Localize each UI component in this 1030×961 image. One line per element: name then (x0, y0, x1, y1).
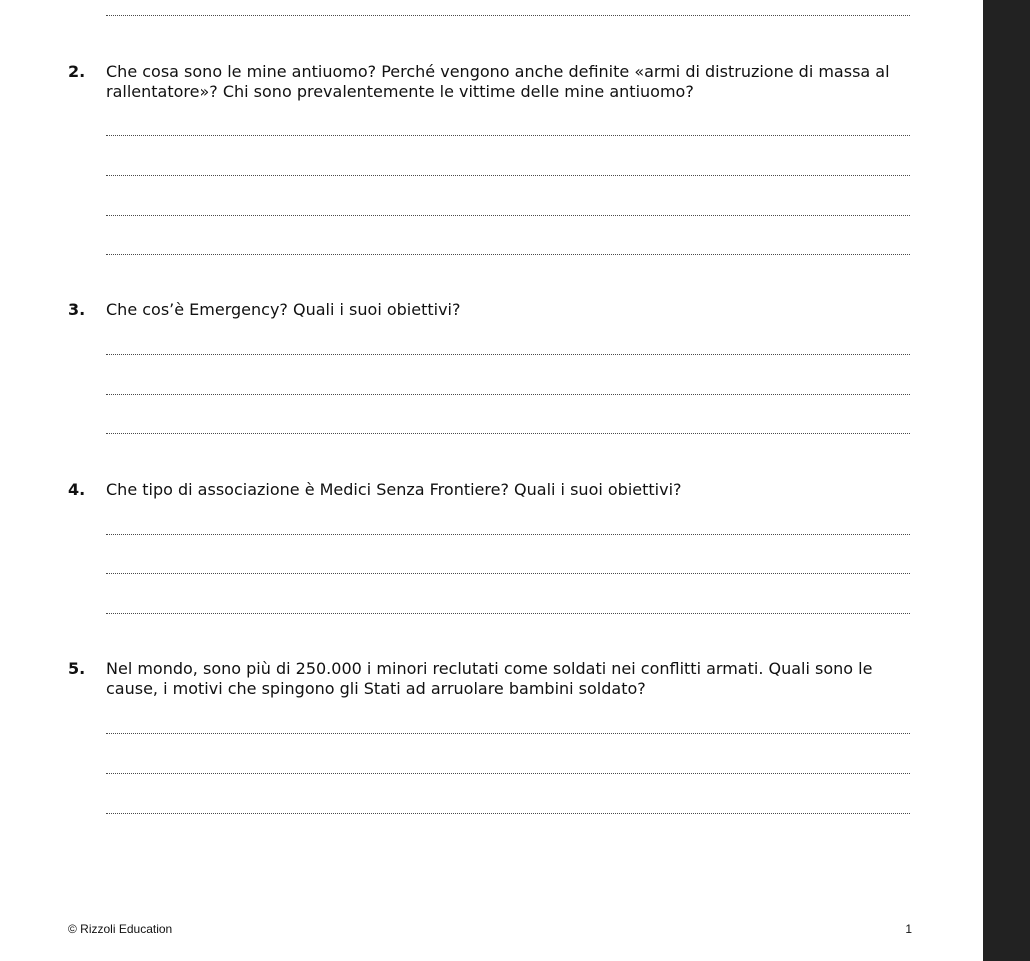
answer-line (106, 354, 910, 355)
answer-line (106, 613, 910, 614)
answer-line (106, 733, 910, 734)
answer-line (106, 813, 910, 814)
question-number: 2. (68, 62, 86, 81)
viewer-side-panel[interactable] (983, 0, 1030, 961)
footer-page-number: 1 (905, 922, 912, 936)
question-text: Che cosa sono le mine antiuomo? Perché vengono anche definite «armi di distruzione di massa al rallentatore»? Chi sono prevalentemente le vittime delle mine antiuomo? (106, 62, 890, 101)
answer-line (106, 773, 910, 774)
answer-line (106, 534, 910, 535)
question-text: Che tipo di associazione è Medici Senza Frontiere? Quali i suoi obiettivi? (106, 480, 682, 499)
answer-line (106, 135, 910, 136)
question-number: 3. (68, 300, 86, 319)
question-text: Che cos’è Emergency? Quali i suoi obiettivi? (106, 300, 461, 319)
answer-line (106, 254, 910, 255)
question-number: 4. (68, 480, 86, 499)
question-text: Nel mondo, sono più di 250.000 i minori reclutati come soldati nei conflitti armati. Quali sono le cause, i motivi che spingono gli Stati ad arruolare bambini soldato? (106, 659, 873, 698)
answer-line (106, 394, 910, 395)
answer-line (106, 573, 910, 574)
answer-line (106, 15, 910, 16)
answer-line (106, 433, 910, 434)
answer-line (106, 175, 910, 176)
footer-copyright: © Rizzoli Education (68, 922, 173, 936)
question-number: 5. (68, 659, 86, 678)
answer-line (106, 215, 910, 216)
